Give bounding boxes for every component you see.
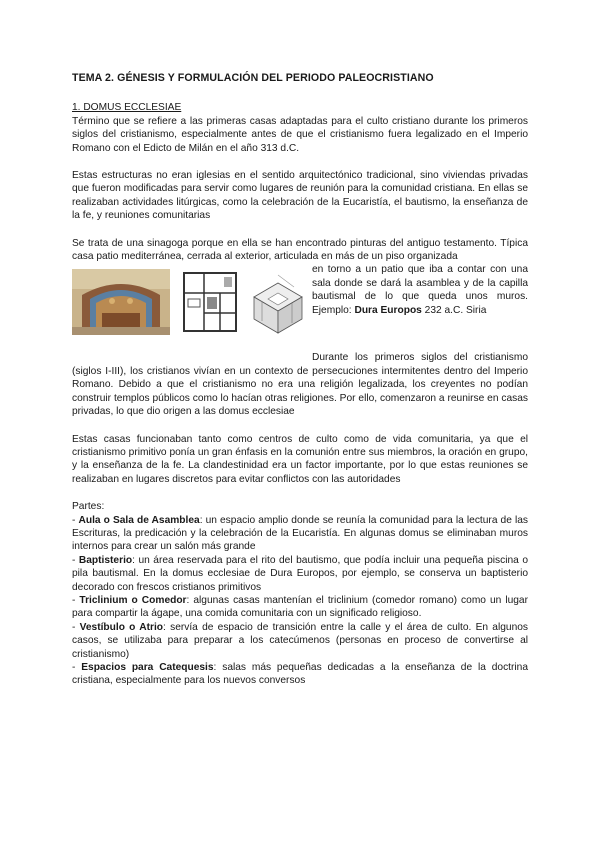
paragraph-definition: Término que se refiere a las primeras casas adaptadas para el culto cristiano durante los primeros siglos del cristianismo, especialmente antes de que el cristianismo fuera legalizado en el Imperio Romano con el Edicto de Milán en el año 313 d.C. bbox=[72, 115, 528, 154]
page-title: TEMA 2. GÉNESIS Y FORMULACIÓN DEL PERIODO PALEOCRISTIANO bbox=[72, 72, 434, 84]
list-item-text: : salas más pequeñas dedicadas a la enseñanza de la doctrina cristiana, especialmente para los nuevos conversos bbox=[72, 662, 528, 687]
list-item-term: Baptisterio bbox=[78, 554, 133, 566]
dura-europos-plan-image bbox=[180, 269, 240, 335]
list-item-term: Vestíbulo o Atrio bbox=[79, 621, 164, 633]
list-item-term: Aula o Sala de Asamblea bbox=[78, 514, 200, 526]
example-highlight: Dura Europos bbox=[354, 304, 422, 316]
parts-list bbox=[72, 500, 528, 688]
section-heading: 1. DOMUS ECCLESIAE bbox=[72, 102, 182, 114]
side-text-end: 232 a.C. Siria bbox=[421, 304, 487, 316]
list-item-text: : un espacio amplio donde se reunía la comunidad para la lectura de las Escrituras, la predicación y la celebración de la Eucaristía. En algunas domus se eliminaban muros internos para crear un salón más grande bbox=[72, 514, 528, 553]
list-item-term: Triclinium o Comedor bbox=[79, 594, 187, 606]
paragraph-persecution: Durante los primeros siglos del cristianismo (siglos I-III), los cristianos vivían en un contexto de persecuciones intermitentes dentro del Imperio Romano. Debido a que el cristianismo no era una religión legalizada, los creyentes no podían construir templos públicos como lo hacían otras religiones. Por ello, comenzaron a reunirse en casas privadas, lo que dio origen a las domus ecclesiae bbox=[72, 352, 528, 418]
side-text: en torno a un patio que iba a contar con una sala donde se dará la asamblea y de la capilla bautismal de lo que queda unos muros. Ejemplo: bbox=[312, 264, 528, 316]
figure-caption-text bbox=[312, 263, 528, 317]
paragraph-community: Estas casas funcionaban tanto como centros de culto como de vida comunitaria, ya que el cristianismo primitivo ponía un gran énfasis en la comunión entre sus miembros, la oración en grupo, y la enseñanza de la fe. La clandestinidad era un factor importante, por lo que estas reuniones se realizaban en lugares discretos para evitar conflictos con las autoridades bbox=[72, 433, 528, 485]
list-item-text: : un área reservada para el rito del bautismo, que podía incluir una pequeña piscina o pila bautismal. En la domus ecclesiae de Dura Europos, por ejemplo, se conserva un baptisterio decorado con frescos cristianos primitivos bbox=[72, 554, 528, 593]
list-item: - Espacios para Catequesis: salas más pequeñas dedicadas a la enseñanza de la doctrina cristiana, especialmente para los nuevos conversos bbox=[72, 662, 528, 687]
list-item-text: : algunas casas mantenían el triclinium (comedor romano) como un lugar para compartir la ágape, una comida comunitaria con un significado religioso. bbox=[72, 594, 528, 620]
document-content bbox=[72, 72, 528, 688]
list-item: - Triclinium o Comedor: algunas casas mantenían el triclinium (comedor romano) como un lugar para compartir la ágape, una comida comunitaria con un significado religioso. bbox=[72, 594, 528, 620]
list-item: - Baptisterio: un área reservada para el rito del bautismo, que podía incluir una pequeña piscina o pila bautismal. En la domus ecclesiae de Dura Europos, por ejemplo, se conserva un baptisterio decorado con frescos cristianos primitivos bbox=[72, 554, 528, 593]
list-item: - Aula o Sala de Asamblea: un espacio amplio donde se reunía la comunidad para la lectura de las Escrituras, la predicación y la celebración de la Eucaristía. En algunas domus se eliminaban muros internos para crear un salón más grande bbox=[72, 514, 528, 553]
paragraph-structures: Estas estructuras no eran iglesias en el sentido arquitectónico tradicional, sino viviendas privadas que fueron modificadas para servir como lugares de reunión para la comunidad cristiana. En ellas se realizaban actividades litúrgicas, como la celebración de la Eucaristía, el bautismo, la enseñanza de la fe, y reuniones comunitarias bbox=[72, 170, 528, 222]
list-item: - Vestíbulo o Atrio: servía de espacio de transición entre la calle y el área de culto. En algunos casos, se utilizaba para preparar a los catecúmenos (personas en proceso de convertirse al cristianismo) bbox=[72, 621, 528, 660]
dura-europos-interior-image bbox=[72, 269, 170, 335]
paragraph-synagogue: Se trata de una sinagoga porque en ella se han encontrado pinturas del antiguo testamento. Típica casa patio mediterránea, cerrada al exterior, articulada en más de un piso organizada bbox=[72, 237, 528, 263]
dura-europos-axonometric-image bbox=[248, 269, 306, 335]
parts-heading: Partes: bbox=[72, 501, 105, 513]
list-item-term: Espacios para Catequesis bbox=[81, 662, 214, 673]
figure-row bbox=[72, 263, 528, 345]
list-item-text: : servía de espacio de transición entre la calle y el área de culto. En algunos casos, se utilizaba para preparar a los catecúmenos (personas en proceso de convertirse al cristianismo) bbox=[72, 621, 528, 660]
